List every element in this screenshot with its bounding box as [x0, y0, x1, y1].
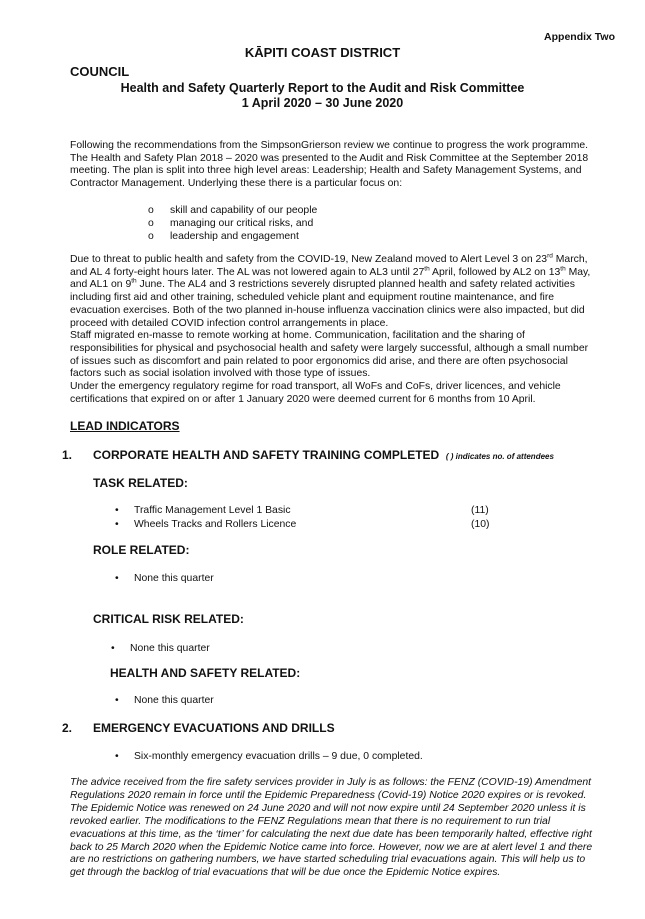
evacuation-list: [115, 750, 423, 764]
section-2-title: EMERGENCY EVACUATIONS AND DRILLS: [93, 721, 335, 735]
section-1-number: 1.: [62, 448, 73, 462]
section-2-number: 2.: [62, 721, 73, 735]
covid-paragraph-2: Staff migrated en-masse to remote working at home. Communication, facilitation and the sharing of responsibilities for physical and psychosocial health and safety were largely successful, although a small number of issues such as discomfort and pain related to poor ergonomics did arise, and there are often psychosocial factors such as social isolation involved with those type of issues.: [70, 330, 589, 380]
bullet-icon: •: [115, 751, 119, 762]
bullet-icon: •: [115, 695, 119, 706]
intro-text: Following the recommendations from the SimpsonGrierson review we continue to progress the work programme. The Health and Safety Plan 2018 – 2020 was presented to the Audit and Risk Committee at the September 2018 meeting. The plan is split into three high level areas: Leadership; Health and Safety Management Systems, and Contractor Management. Underlying these there is a particular focus on:: [70, 140, 589, 190]
report-title: [0, 81, 645, 111]
report-title-line2: 1 April 2020 – 30 June 2020: [241, 96, 404, 110]
task-related-heading: TASK RELATED:: [93, 476, 188, 490]
task-name: Traffic Management Level 1 Basic: [134, 505, 291, 516]
list-item: • None this quarter: [115, 573, 214, 584]
list-item: o managing our critical risks, and: [148, 218, 314, 229]
attendees-note: ( ) indicates no. of attendees: [445, 452, 554, 461]
bullet-icon: •: [115, 505, 119, 516]
bullet-icon: •: [115, 519, 119, 530]
health-safety-list: [115, 694, 214, 708]
list-item: o leadership and engagement: [148, 231, 299, 242]
report-title-line1: Health and Safety Quarterly Report to the Audit and Risk Committee: [120, 81, 525, 95]
intro-paragraph: [70, 140, 595, 191]
circle-bullet-icon: o: [148, 218, 154, 229]
attendee-count: (10): [471, 519, 490, 530]
list-item: [115, 504, 515, 518]
circle-bullet-icon: o: [148, 205, 154, 216]
section-1-title: CORPORATE HEALTH AND SAFETY TRAINING COMPLETED ( ) indicates no. of attendees: [93, 448, 554, 462]
list-item: • None this quarter: [115, 695, 214, 706]
bullet-icon: •: [111, 643, 115, 654]
lead-indicators-heading: LEAD INDICATORS: [70, 419, 180, 433]
covid-paragraph-3: Under the emergency regulatory regime for road transport, all WoFs and CoFs, driver licences, and vehicle certifications that expired on or after 1 January 2020 were deemed current for 6 months from 10 April.: [70, 381, 561, 405]
fire-safety-advice: The advice received from the fire safety services provider in July is as follows: the FENZ (COVID-19) Amendment Regulations 2020 remain in force until the Epidemic Preparedness (Covid-19) Notice 2020 expires or is revoked. The Epidemic Notice was renewed on 24 June 2020 and will not now expire until 24 September 2020 unless it is revoked earlier. The modifications to the FENZ Regulations mean that there is no requirement to run trial evacuations at this time, as the ‘timer’ for calculating the next due date has been temporarily halted, effective right back to 25 March 2020 when the Epidemic Notice came into force. However, now we are at alert level 1 and there are no restrictions on gathering numbers, we have started scheduling trial evacuations again. This will help us to get through the backlog of trial evacuations that will be due once the Epidemic Notice expires.: [70, 777, 593, 879]
district-heading: KĀPITI COAST DISTRICT: [244, 45, 401, 60]
bullet-icon: •: [115, 573, 119, 584]
critical-risk-heading: CRITICAL RISK RELATED:: [93, 612, 244, 626]
health-safety-heading: HEALTH AND SAFETY RELATED:: [110, 666, 301, 680]
covid-paragraph-1: Due to threat to public health and safety from the COVID-19, New Zealand moved to Alert Level 3 on 23rd March, and AL 4 forty-eight hours later. The AL was not lowered again to AL3 until 27th April, followed by AL2 on 13th May, and AL1 on 9th June. The AL4 and 3 restrictions severely disrupted planned health and safety related activities including first aid and other training, scheduled vehicle plant and equipment routine maintenance, and fire evacuation exercises. Both of the two planned in-house influenza vaccination clinics were also impacted, but did proceed with detailed COVID infection control arrangements in place.: [70, 252, 591, 329]
council-heading: COUNCIL: [70, 64, 130, 79]
focus-list: [148, 204, 317, 243]
role-related-heading: ROLE RELATED:: [93, 543, 190, 557]
critical-risk-list: [111, 642, 210, 656]
circle-bullet-icon: o: [148, 231, 154, 242]
task-list: [115, 504, 515, 532]
list-item: • Six-monthly emergency evacuation drills – 9 due, 0 completed.: [115, 751, 423, 762]
list-item: • None this quarter: [111, 643, 210, 654]
role-list: [115, 572, 214, 586]
list-item: [115, 518, 515, 532]
task-name: Wheels Tracks and Rollers Licence: [134, 519, 297, 530]
covid-section: [70, 254, 595, 406]
attendee-count: (11): [471, 505, 489, 516]
appendix-label: Appendix Two: [544, 31, 615, 43]
list-item: o skill and capability of our people: [148, 205, 318, 216]
